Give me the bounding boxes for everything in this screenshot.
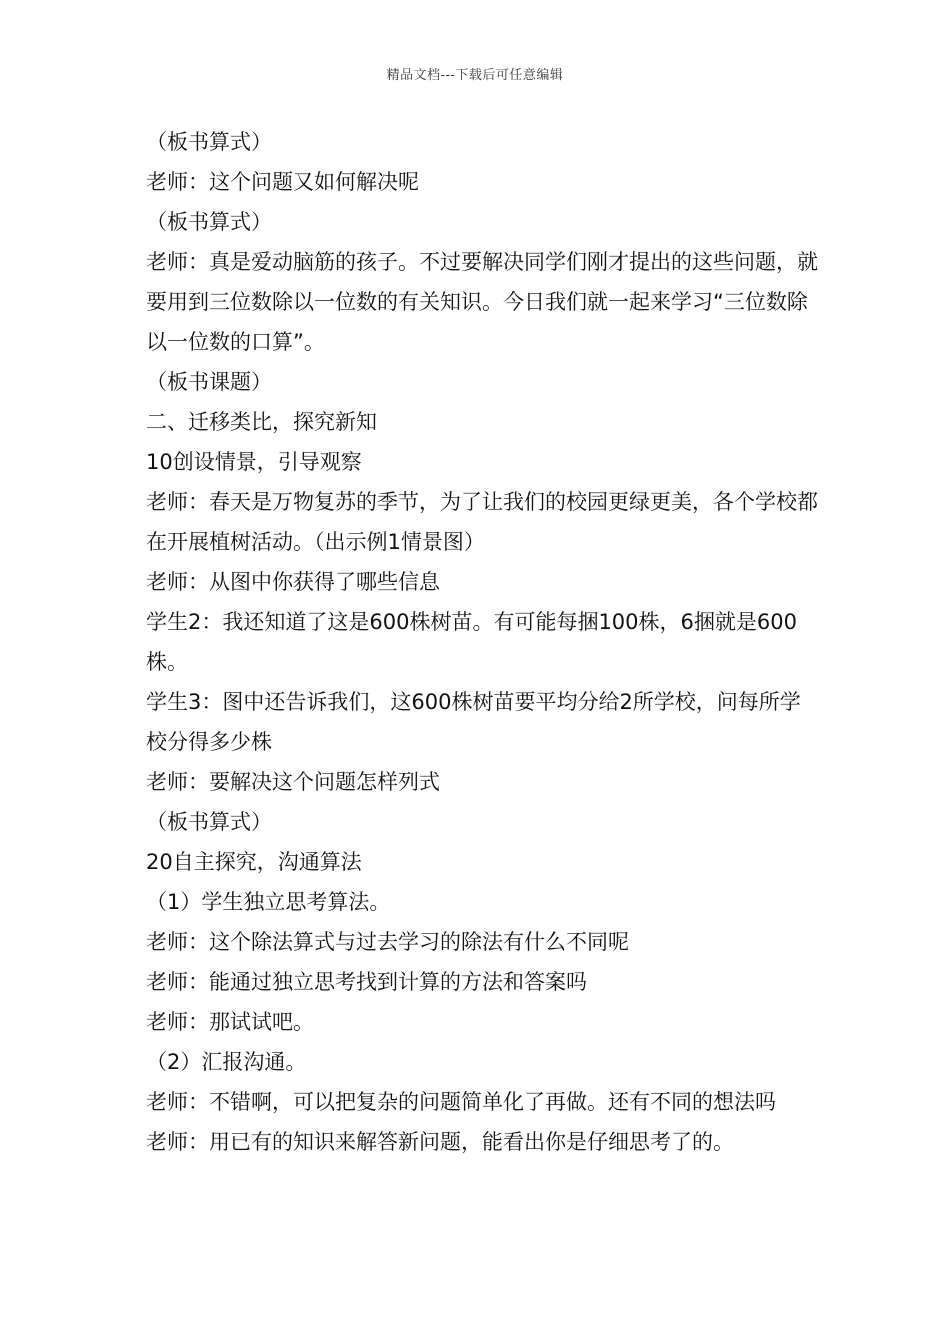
section-heading: 二、迁移类比，探究新知 <box>146 410 377 434</box>
paragraph: （板书课题） <box>146 370 272 394</box>
paragraph: （板书算式） <box>146 130 272 154</box>
paragraph: 老师：春天是万物复苏的季节，为了让我们的校园更绿更美，各个学校都在开展植树活动。（出示例1情景图） <box>146 490 818 554</box>
paragraph: （板书算式） <box>146 210 272 234</box>
page-header: 精品文档---下载后可任意编辑 <box>386 68 564 83</box>
paragraph: 老师：真是爱动脑筋的孩子。不过要解决同学们刚才提出的这些问题，就要用到三位数除以一位数的有关知识。今日我们就一起来学习“三位数除以一位数的口算”。 <box>146 250 818 354</box>
paragraph: （1）学生独立思考算法。 <box>146 890 391 914</box>
paragraph: 老师：不错啊，可以把复杂的问题简单化了再做。还有不同的想法吗 <box>146 1090 776 1114</box>
paragraph: 老师：要解决这个问题怎样列式 <box>146 770 440 794</box>
document-body <box>146 122 818 1162</box>
paragraph: （板书算式） <box>146 810 272 834</box>
paragraph: 学生2：我还知道了这是600株树苗。有可能每捆100株，6捆就是600株。 <box>146 610 797 674</box>
subsection-heading: 20自主探究，沟通算法 <box>146 850 362 874</box>
subsection-heading: 10创设情景，引导观察 <box>146 450 362 474</box>
paragraph: 学生3：图中还告诉我们，这600株树苗要平均分给2所学校，问每所学校分得多少株 <box>146 690 801 754</box>
paragraph: 老师：这个问题又如何解决呢 <box>146 170 419 194</box>
paragraph: 老师：从图中你获得了哪些信息 <box>146 570 440 594</box>
paragraph: （2）汇报沟通。 <box>146 1050 307 1074</box>
paragraph: 老师：能通过独立思考找到计算的方法和答案吗 <box>146 970 587 994</box>
paragraph: 老师：用已有的知识来解答新问题，能看出你是仔细思考了的。 <box>146 1130 734 1154</box>
paragraph: 老师：那试试吧。 <box>146 1010 314 1034</box>
paragraph: 老师：这个除法算式与过去学习的除法有什么不同呢 <box>146 930 629 954</box>
